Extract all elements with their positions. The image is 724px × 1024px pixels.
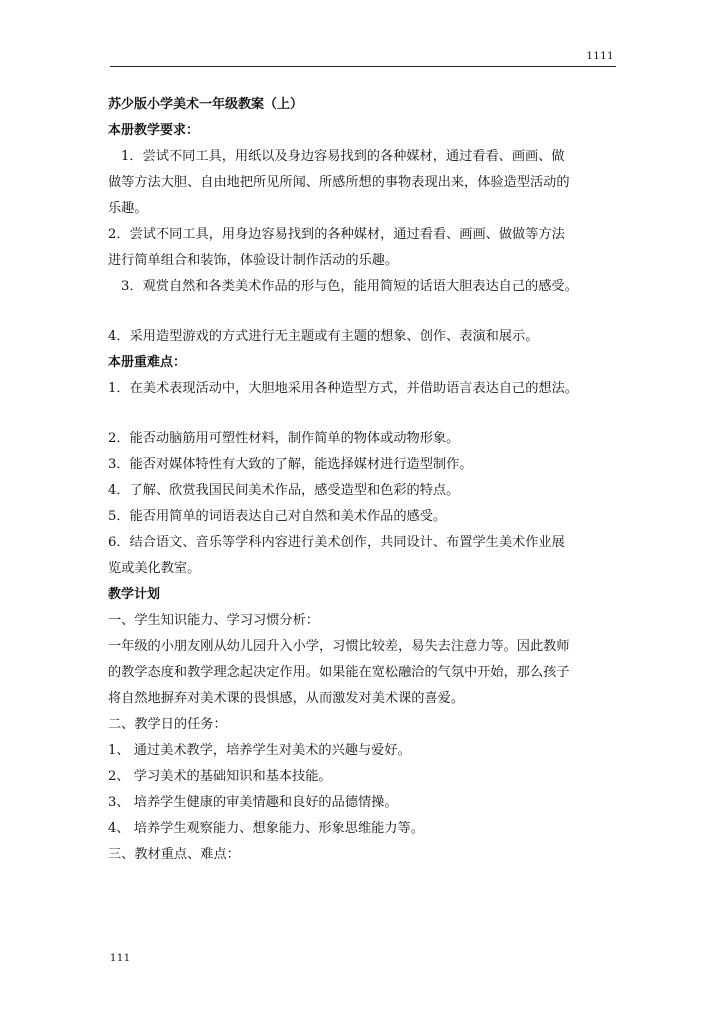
paragraph-gap	[108, 300, 620, 324]
key-point-1: 1．在美术表现活动中，大胆地采用各种造型方式，并借助语言表达自己的想法。	[108, 381, 578, 396]
analysis-line-2: 的教学态度和教学理念起决定作用。如果能在宽松融洽的气氛中开始，那么孩子	[108, 665, 570, 680]
key-point-6-line-1: 6．结合语文、音乐等学科内容进行美术创作，共同设计、布置学生美术作业展	[108, 535, 565, 550]
task-2: 2、 学习美术的基础知识和基本技能。	[108, 769, 332, 784]
header-page-number: 1111	[586, 51, 614, 62]
key-point-4: 4．了解、欣赏我国民间美术作品，感受造型和色彩的特点。	[108, 483, 460, 498]
requirement-2-line-1: 2．尝试不同工具，用身边容易找到的各种媒材，通过看看、画画、做做等方法	[108, 227, 565, 242]
key-point-5: 5．能否用简单的词语表达自己对自然和美术作品的感受。	[108, 509, 447, 524]
section-heading-key-points: 本册重难点：	[108, 355, 187, 370]
document-body	[108, 92, 620, 868]
task-3: 3、 培养学生健康的审美情趣和良好的品德情操。	[108, 795, 398, 810]
subheading-key-difficulties: 三、教材重点、难点：	[108, 847, 240, 862]
analysis-line-3: 将自然地摒弃对美术课的畏惧感，从而激发对美术课的喜爱。	[108, 691, 465, 706]
footer-page-number: 111	[110, 953, 131, 964]
requirement-1-line-1: 1．尝试不同工具，用纸以及身边容易找到的各种媒材，通过看看、画画、做	[121, 149, 565, 164]
requirement-4: 4．采用造型游戏的方式进行无主题或有主题的想象、创作、表演和展示。	[108, 329, 539, 344]
header-rule	[110, 66, 616, 67]
analysis-line-1: 一年级的小朋友刚从幼儿园升入小学，习惯比较差，易失去注意力等。因此教师	[108, 639, 570, 654]
paragraph-gap	[108, 402, 620, 426]
subheading-student-analysis: 一、学生知识能力、学习习惯分析：	[108, 613, 319, 628]
requirement-1-line-2: 做等方法大胆、自由地把所见所闻、所感所想的事物表现出来，体验造型活动的	[108, 175, 570, 190]
requirement-2-line-2: 进行简单组合和装饰，体验设计制作活动的乐趣。	[108, 253, 399, 268]
key-point-3: 3．能否对媒体特性有大致的了解，能选择媒材进行造型制作。	[108, 457, 473, 472]
section-heading-teaching-plan: 教学计划	[108, 587, 161, 602]
key-point-6-line-2: 览或美化教室。	[108, 561, 201, 576]
requirement-3: 3．观赏自然和各类美术作品的形与色，能用简短的话语大胆表达自己的感受。	[121, 279, 578, 294]
section-heading-requirements: 本册教学要求：	[108, 123, 200, 138]
subheading-teaching-tasks: 二、教学日的任务：	[108, 717, 227, 732]
task-1: 1、 通过美术教学，培养学生对美术的兴趣与爱好。	[108, 743, 411, 758]
requirement-1-line-3: 乐趣。	[108, 201, 148, 216]
task-4: 4、 培养学生观察能力、想象能力、形象思维能力等。	[108, 821, 424, 836]
key-point-2: 2．能否动脑筋用可塑性材料，制作简单的物体或动物形象。	[108, 431, 460, 446]
document-title: 苏少版小学美术一年级教案（上）	[108, 97, 304, 112]
